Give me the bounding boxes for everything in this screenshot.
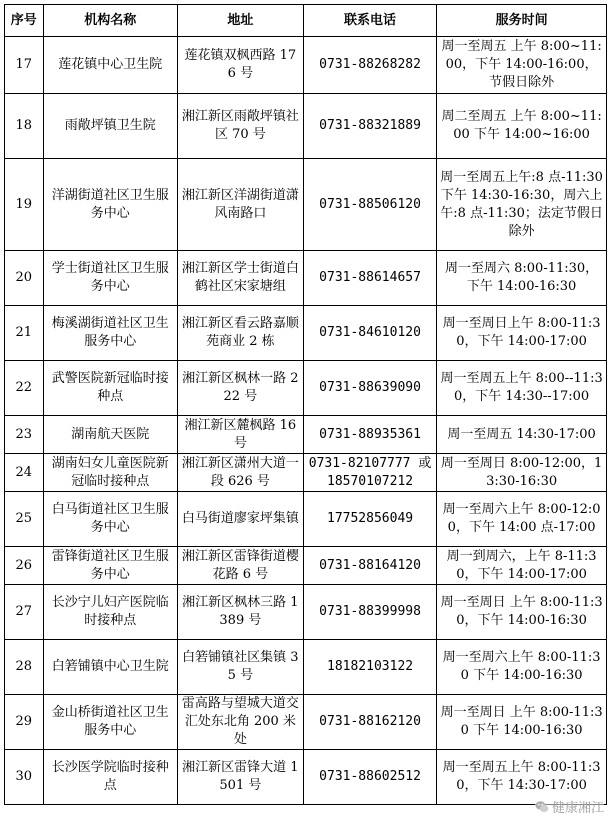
- row-address: 湘江新区看云路嘉顺苑商业 2 栋: [177, 306, 303, 361]
- table-row: [5, 695, 607, 750]
- table-row: [5, 454, 607, 492]
- row-index: 21: [5, 306, 44, 361]
- header-name: 机构名称: [43, 5, 177, 37]
- row-phone: 0731-88506120: [303, 159, 436, 251]
- row-hours: 周一至周五 上午 8:00~11:00，下午 14:00-16:00，节假日除外: [437, 37, 607, 94]
- table-row: [5, 585, 607, 640]
- table-row: [5, 306, 607, 361]
- row-name: 梅溪湖街道社区卫生服务中心: [43, 306, 177, 361]
- row-index: 17: [5, 37, 44, 94]
- watermark: [535, 797, 604, 816]
- wechat-icon: [535, 800, 549, 814]
- row-hours: 周一至周日 上午 8:00-11:30，下午 14:00-16:30: [437, 585, 607, 640]
- row-hours: 周一至周日 8:00-12:00，13:30-16:30: [437, 454, 607, 492]
- table-row: [5, 640, 607, 695]
- row-phone: 0731-88602512: [303, 750, 436, 805]
- table-row: [5, 94, 607, 159]
- row-address: 湘江新区雷锋大道 1501 号: [177, 750, 303, 805]
- row-phone: 0731-88399998: [303, 585, 436, 640]
- row-phone: 0731-84610120: [303, 306, 436, 361]
- row-hours: 周一至周六上午 8:00-11:30 下午 14:00-16:30: [437, 640, 607, 695]
- row-hours: 周二至周五 上午 8:00~11:00 下午 14:00~16:00: [437, 94, 607, 159]
- table-row: [5, 159, 607, 251]
- row-hours: 周一至周五上午 8:00--11:30，下午 14:30--17:00: [437, 361, 607, 416]
- row-address: 湘江新区枫林三路 1389 号: [177, 585, 303, 640]
- row-index: 19: [5, 159, 44, 251]
- row-name: 武警医院新冠临时接种点: [43, 361, 177, 416]
- row-hours: 周一至周五上午:8 点-11:30 下午 14:30-16:30，周六上午:8 点-11:30；法定节假日除外: [437, 159, 607, 251]
- row-address: 雷高路与望城大道交汇处东北角 200 米处: [177, 695, 303, 750]
- row-phone: 0731-88614657: [303, 251, 436, 306]
- row-hours: 周一至周日上午 8:00-11:30，下午 14:00-17:00: [437, 306, 607, 361]
- row-hours: 周一至周六上午 8:00-12:00，下午 14:00 点-17:00: [437, 492, 607, 547]
- row-hours: 周一至周日 上午 8:00-11:30 下午 14:00-16:30: [437, 695, 607, 750]
- row-index: 26: [5, 547, 44, 585]
- row-index: 29: [5, 695, 44, 750]
- row-name: 湖南妇女儿童医院新冠临时接种点: [43, 454, 177, 492]
- row-index: 22: [5, 361, 44, 416]
- row-index: 23: [5, 416, 44, 454]
- row-address: 湘江新区雨敞坪镇社区 70 号: [177, 94, 303, 159]
- row-phone: 0731-88935361: [303, 416, 436, 454]
- row-name: 金山桥街道社区卫生服务中心: [43, 695, 177, 750]
- row-name: 雷锋街道社区卫生服务中心: [43, 547, 177, 585]
- row-index: 18: [5, 94, 44, 159]
- row-phone: 0731-88639090: [303, 361, 436, 416]
- table-row: [5, 361, 607, 416]
- table-row: [5, 416, 607, 454]
- row-phone: 0731-82107777 或 18570107212: [303, 454, 436, 492]
- row-name: 雨敞坪镇卫生院: [43, 94, 177, 159]
- row-address: 莲花镇双枫西路 176 号: [177, 37, 303, 94]
- row-hours: 周一至周五上午 8:00-11:30，下午 14:30-17:00: [437, 750, 607, 805]
- table-row: [5, 251, 607, 306]
- row-index: 27: [5, 585, 44, 640]
- header-index: 序号: [5, 5, 44, 37]
- row-address: 湘江新区枫林一路 222 号: [177, 361, 303, 416]
- row-index: 25: [5, 492, 44, 547]
- row-name: 洋湖街道社区卫生服务中心: [43, 159, 177, 251]
- row-name: 长沙医学院临时接种点: [43, 750, 177, 805]
- row-address: 白箬铺镇社区集镇 35 号: [177, 640, 303, 695]
- row-address: 湘江新区学士街道白鹤社区宋家塘组: [177, 251, 303, 306]
- row-name: 长沙宁儿妇产医院临时接种点: [43, 585, 177, 640]
- row-address: 湘江新区麓枫路 16 号: [177, 416, 303, 454]
- row-address: 湘江新区潇州大道一段 626 号: [177, 454, 303, 492]
- row-phone: 18182103122: [303, 640, 436, 695]
- row-index: 28: [5, 640, 44, 695]
- row-name: 湖南航天医院: [43, 416, 177, 454]
- table-row: [5, 547, 607, 585]
- table-row: [5, 492, 607, 547]
- table-row: [5, 37, 607, 94]
- row-address: 湘江新区雷锋街道樱花路 6 号: [177, 547, 303, 585]
- row-name: 莲花镇中心卫生院: [43, 37, 177, 94]
- row-address: 白马街道廖家坪集镇: [177, 492, 303, 547]
- row-hours: 周一至周六 8:00-11:30，下午 14:00-16:30: [437, 251, 607, 306]
- row-address: 湘江新区洋湖街道潇风南路口: [177, 159, 303, 251]
- watermark-text: 健康湘江: [551, 801, 604, 816]
- row-phone: 0731-88268282: [303, 37, 436, 94]
- row-hours: 周一到周六，上午 8-11:30，下午 14:00-17:00: [437, 547, 607, 585]
- row-name: 白马街道社区卫生服务中心: [43, 492, 177, 547]
- row-index: 24: [5, 454, 44, 492]
- row-index: 30: [5, 750, 44, 805]
- row-name: 白箬铺镇中心卫生院: [43, 640, 177, 695]
- vaccination-sites-table: [4, 4, 607, 805]
- row-index: 20: [5, 251, 44, 306]
- header-hours: 服务时间: [437, 5, 607, 37]
- header-address: 地址: [177, 5, 303, 37]
- row-hours: 周一至周五 14:30-17:00: [437, 416, 607, 454]
- row-name: 学士街道社区卫生服务中心: [43, 251, 177, 306]
- table-header-row: [5, 5, 607, 37]
- header-phone: 联系电话: [303, 5, 436, 37]
- table-row: [5, 750, 607, 805]
- row-phone: 0731-88162120: [303, 695, 436, 750]
- row-phone: 17752856049: [303, 492, 436, 547]
- row-phone: 0731-88164120: [303, 547, 436, 585]
- row-phone: 0731-88321889: [303, 94, 436, 159]
